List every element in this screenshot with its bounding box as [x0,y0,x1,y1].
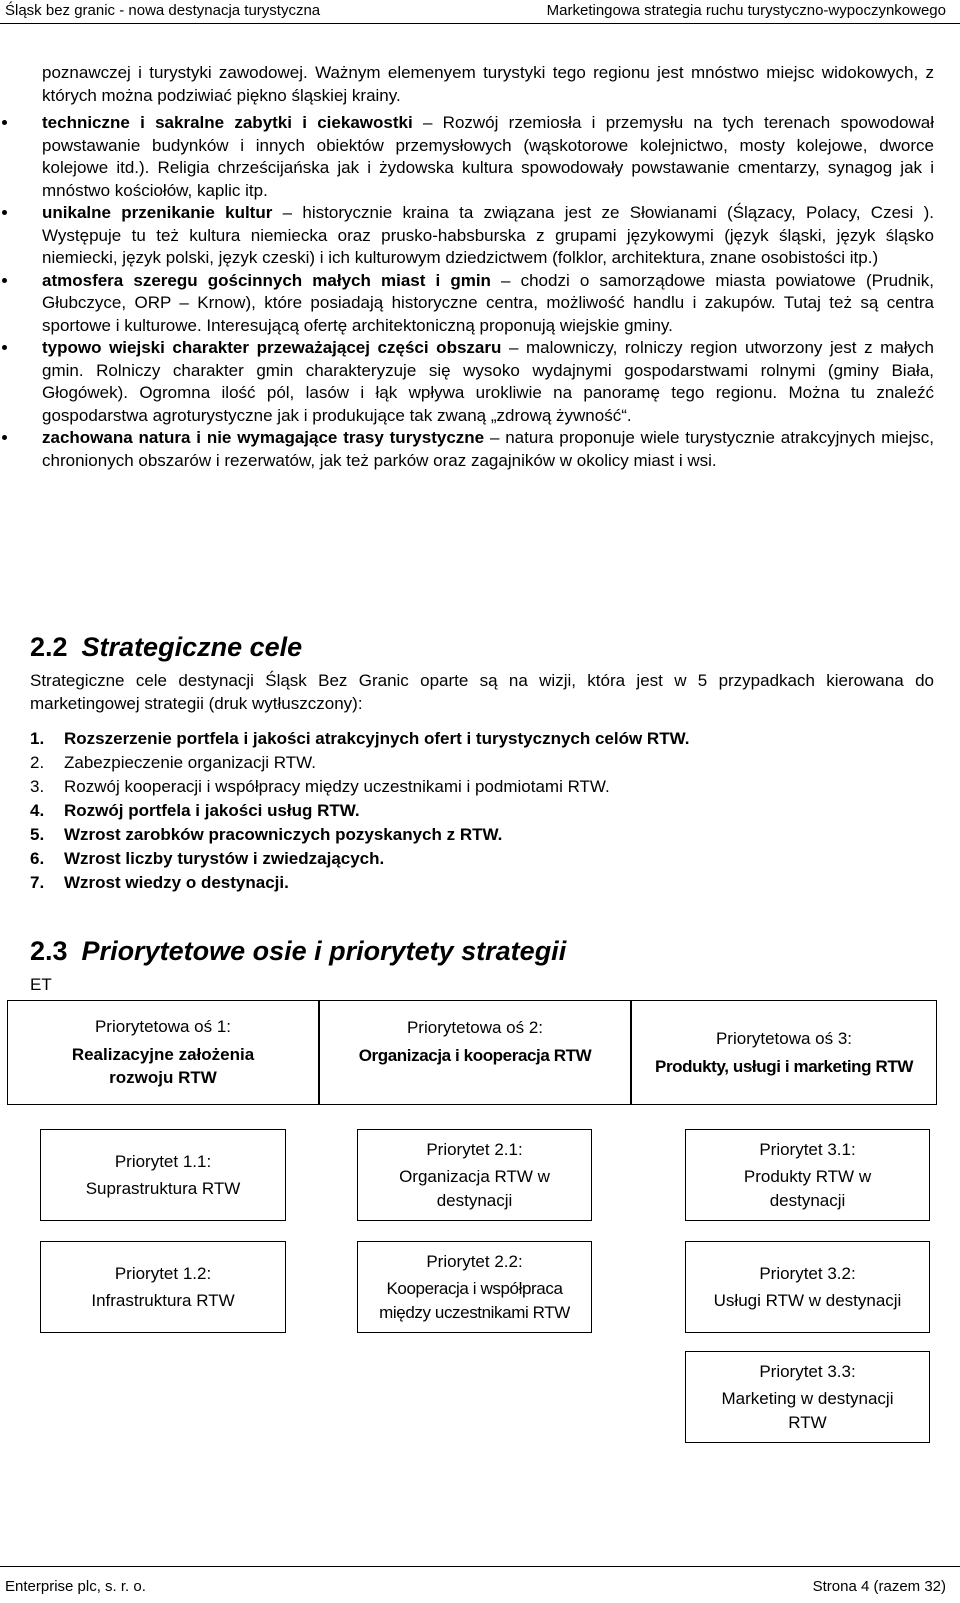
section-number: 2.3 [30,936,68,966]
header-title-right: Marketingowa strategia ruchu turystyczno-wypoczynkowego [546,2,946,19]
bullet-icon [2,278,7,283]
priority-name: Produkty RTW w destynacji [743,1167,872,1210]
axis-label: Priorytetowa oś 1: [94,1017,232,1037]
list-item [30,202,934,270]
section-heading-2-2 [30,632,302,663]
goal-item [30,871,689,895]
axis-box-2 [319,1000,631,1105]
list-item [30,112,934,202]
list-item-lead: unikalne przenikanie kultur [42,203,273,222]
list-item-text: – malowniczy, rolniczy region utworzony jest z małych gmin. Rolniczy charakter gmin charakteryzuje się wysoko wydajnymi gospodarstwami rolnymi (gminy Biała, Głogówek). Ogromna ilość pól, lasów i łąk wpływa urokliwie na panoramę tego regionu. Można tu znaleźć gospodarstwa agroturystyczne jak i produkujące tak zwaną „zdrową żywność“. [42,338,935,425]
priority-box-2-1 [357,1129,592,1221]
goal-item [30,775,689,799]
priority-box-3-1 [685,1129,930,1221]
goal-text: Rozwój kooperacji i współpracy między uczestnikami i podmiotami RTW. [64,777,610,796]
priority-label: Priorytet 3.1: [759,1139,856,1159]
list-item [30,337,934,427]
axis-label: Priorytetowa oś 3: [715,1029,853,1048]
priority-name: Marketing w destynacji RTW [721,1389,894,1432]
goal-item [30,799,689,823]
list-item-text: – chodzi o samorządowe miasta powiatowe (Prudnik, Głubczyce, ORP – Krnow), które posiadają historyczne centra, możliwość handlu i zakupów. Tutaj też są centra sportowe i kulturowe. Interesującą ofertę architektoniczną proponują wiejskie gminy. [42,270,934,335]
axis-name: Realizacyjne założenia rozwoju RTW [71,1044,255,1088]
priority-label: Priorytet 2.2: [426,1251,523,1271]
goal-item [30,847,689,871]
bullet-icon [2,345,7,350]
footer-company: Enterprise plc, s. r. o. [5,1578,146,1595]
goal-number: 7. [30,873,45,892]
axis-box-1 [7,1000,319,1105]
priority-box-1-2 [40,1241,286,1333]
priority-name: Organizacja RTW w destynacji [399,1167,550,1210]
priority-label: Priorytet 3.3: [759,1361,856,1381]
header-title-left: Śląsk bez granic - nowa destynacja turystyczna [5,2,321,19]
bullet-icon [2,210,7,215]
list-item-text: – Rozwój rzemiosła i przemysłu na tych terenach spowodował powstawanie budynków i innych obiektów przemysłowych (wąskotorowe kolejnictwo, mosty kolejowe, dworce kolejowe itd.). Religia chrześcijańska jak i żydowska kultura spowodowały powstawanie cmentarzy, synagog jak i mnóstwo kościołów, kaplic itp. [42,113,935,200]
list-item [30,270,934,338]
priority-box-1-1 [40,1129,286,1221]
priority-label: Priorytet 2.1: [426,1139,523,1159]
axis-name: Organizacja i kooperacja RTW [358,1045,592,1065]
goal-text: Rozszerzenie portfela i jakości atrakcyjnych ofert i turystycznych celów RTW. [64,729,690,748]
priority-name: Suprastruktura RTW [85,1179,241,1198]
axis-box-3 [631,1000,937,1105]
section-heading-2-3 [30,936,566,967]
priority-box-3-2 [685,1241,930,1333]
axis-name: Produkty, usługi i marketing RTW [655,1056,913,1076]
priority-name: Usługi RTW w destynacji [713,1291,902,1310]
goal-item [30,823,689,847]
goal-item [30,727,689,751]
list-item-lead: atmosfera szeregu gościnnych małych miast i gmin [42,270,491,290]
et-label: ET [30,975,52,994]
attractions-list [30,112,934,472]
section-title: Strategiczne cele [81,632,303,662]
footer-rule [0,1566,960,1567]
priority-label: Priorytet 1.2: [114,1263,212,1283]
section-title: Priorytetowe osie i priorytety strategii [81,936,567,966]
list-item-lead: zachowana natura i nie wymagające trasy turystyczne [42,428,485,447]
list-item-text: – historycznie kraina ta związana jest ze Słowianami (Ślązacy, Polacy, Czesi ). Występuje tu też kultura niemiecka oraz prusko-habsburska z grupami językowymi (język śląski, język śląsko niemiecki, język polski, język czeski) i ich kulturowym dziedzictwem (folklor, architektura, znane osobistości itp.) [42,203,934,267]
priority-name: Kooperacja i współpraca między uczestnikami RTW [379,1279,570,1322]
goal-text: Rozwój portfela i jakości usług RTW. [64,801,360,820]
priority-label: Priorytet 3.2: [759,1263,856,1283]
list-item-text: – natura proponuje wiele turystycznie atrakcyjnych miejsc, chronionych obszarów i rezerwatów, jak też parków oraz zagajników w okolicy miast i wsi. [42,428,934,470]
goal-item [30,751,689,775]
goal-text: Wzrost wiedzy o destynacji. [64,873,289,892]
continuation-paragraph: poznawczej i turystyki zawodowej. Ważnym elemenyem turystyki tego regionu jest mnóstwo miejsc widokowych, z których można podziwiać piękno śląskiej krainy. [42,63,934,105]
bullet-icon [2,120,7,125]
goal-number: 2. [30,753,45,772]
priority-box-2-2 [357,1241,592,1333]
priority-label: Priorytet 1.1: [114,1151,212,1171]
axis-label: Priorytetowa oś 2: [406,1018,544,1037]
goals-list [30,727,689,895]
header-rule [0,23,960,24]
priority-box-3-3 [685,1351,930,1443]
goal-number: 4. [30,801,45,820]
goal-number: 3. [30,777,45,796]
page-header [0,0,960,26]
list-item [30,427,934,472]
goal-text: Wzrost liczby turystów i zwiedzających. [64,849,385,868]
goal-text: Zabezpieczenie organizacji RTW. [64,753,316,772]
goal-text: Wzrost zarobków pracowniczych pozyskanych z RTW. [64,825,503,844]
list-item-lead: techniczne i sakralne zabytki i ciekawostki [42,113,413,132]
goal-number: 5. [30,825,45,844]
list-item-lead: typowo wiejski charakter przeważającej części obszaru [42,338,502,357]
page-number: Strona 4 (razem 32) [812,1578,946,1595]
bullet-icon [2,435,7,440]
goal-number: 6. [30,849,45,868]
goals-intro: Strategiczne cele destynacji Śląsk Bez Granic oparte są na wizji, która jest w 5 przypadkach kierowana do marketingowej strategii (druk wytłuszczony): [30,671,934,713]
goal-number: 1. [30,729,45,748]
section-number: 2.2 [30,632,68,662]
priority-name: Infrastruktura RTW [91,1291,235,1310]
